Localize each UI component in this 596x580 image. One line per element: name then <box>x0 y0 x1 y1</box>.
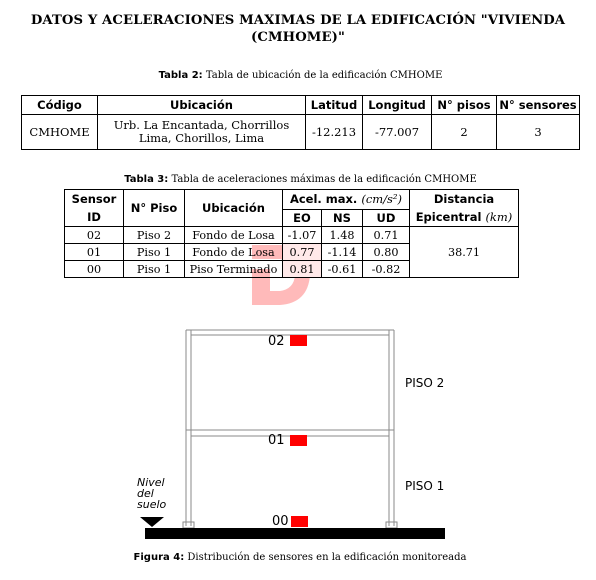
ground-level-label <box>137 477 166 510</box>
col-header-longitud: Longitud <box>363 96 432 115</box>
acel-label: Acel. max. <box>289 192 358 207</box>
cell-sensor-id: 02 <box>65 227 124 244</box>
floor-label-piso-2: PISO 2 <box>405 376 445 390</box>
ground-level-marker-icon <box>140 517 164 527</box>
page-title: DATOS Y ACELERACIONES MAXIMAS DE LA EDIFICACIÓN "VIVIENDA (CMHOME)" <box>30 13 566 45</box>
cell-piso: Piso 1 <box>124 261 185 278</box>
distancia-header-line1: Distancia <box>433 192 495 206</box>
figure-caption-label: Figura 4: <box>133 552 185 563</box>
cell-sensor-id: 01 <box>65 244 124 261</box>
cell-eo: 0.81 <box>283 261 322 278</box>
distancia-unit: (km) <box>485 210 513 224</box>
cell-sensores: 3 <box>497 115 580 150</box>
sensor-label-00: 00 <box>272 514 289 529</box>
sensor-label-01: 01 <box>268 433 285 448</box>
col-header-sensores: N° sensores <box>497 96 580 115</box>
col-header-latitud: Latitud <box>306 96 363 115</box>
frame-structure <box>183 330 397 528</box>
sensor-marker-02 <box>290 335 307 346</box>
ground-label-line3: suelo <box>137 498 167 511</box>
cell-codigo: CMHOME <box>22 115 98 150</box>
cell-latitud: -12.213 <box>306 115 363 150</box>
table3-caption-label: Tabla 3: <box>124 174 169 185</box>
col-header-ns: NS <box>322 209 363 226</box>
sensor-label-02: 02 <box>268 334 285 349</box>
table2-caption-label: Tabla 2: <box>158 70 203 81</box>
figure-caption <box>130 552 470 563</box>
cell-sensor-id: 00 <box>65 261 124 278</box>
ubicacion-line2: Lima, Chorillos, Lima <box>138 131 265 145</box>
cell-ud: 0.71 <box>363 227 410 244</box>
col-header-piso: N° Piso <box>124 190 185 227</box>
cell-eo: -1.07 <box>283 227 322 244</box>
col-header-ud: UD <box>363 209 410 226</box>
distancia-header-word: Epicentral <box>415 210 482 224</box>
table2-caption-text: Tabla de ubicación de la edificación CMHOME <box>205 70 443 81</box>
cell-pisos: 2 <box>432 115 497 150</box>
cell-ud: 0.80 <box>363 244 410 261</box>
figure-caption-text: Distribución de sensores en la edificación monitoreada <box>187 552 467 563</box>
cell-longitud: -77.007 <box>363 115 432 150</box>
col-header-pisos: N° pisos <box>432 96 497 115</box>
col-header-ubicacion: Ubicación <box>185 190 283 227</box>
ground-slab <box>145 528 445 539</box>
col-header-eo: EO <box>283 209 322 226</box>
ubicacion-line1: Urb. La Encantada, Chorrillos <box>113 118 290 132</box>
cell-piso: Piso 2 <box>124 227 185 244</box>
cell-ubicacion: Fondo de Losa <box>185 244 283 261</box>
ground-label-line1: Nivel <box>137 476 165 489</box>
cell-ud: -0.82 <box>363 261 410 278</box>
cell-piso: Piso 1 <box>124 244 185 261</box>
col-header-codigo: Código <box>22 96 98 115</box>
sensor-header-line1: Sensor <box>71 192 117 206</box>
cell-ns: 1.48 <box>322 227 363 244</box>
cell-ubicacion: Fondo de Losa <box>185 227 283 244</box>
ground-label-line2: del <box>137 487 154 500</box>
cell-eo: 0.77 <box>283 244 322 261</box>
table3-caption-text: Tabla de aceleraciones máximas de la edificación CMHOME <box>171 174 477 185</box>
floor-label-piso-1: PISO 1 <box>405 479 445 493</box>
sensor-marker-00 <box>291 516 308 527</box>
col-header-ubicacion: Ubicación <box>98 96 306 115</box>
cell-ubicacion: Piso Terminado <box>185 261 283 278</box>
acel-unit: (cm/s²) <box>361 192 403 207</box>
sensor-header-line2: ID <box>87 210 101 224</box>
sensor-marker-01 <box>290 435 307 446</box>
cell-ns: -0.61 <box>322 261 363 278</box>
cell-distancia: 38.71 <box>410 227 519 278</box>
cell-ns: -1.14 <box>322 244 363 261</box>
